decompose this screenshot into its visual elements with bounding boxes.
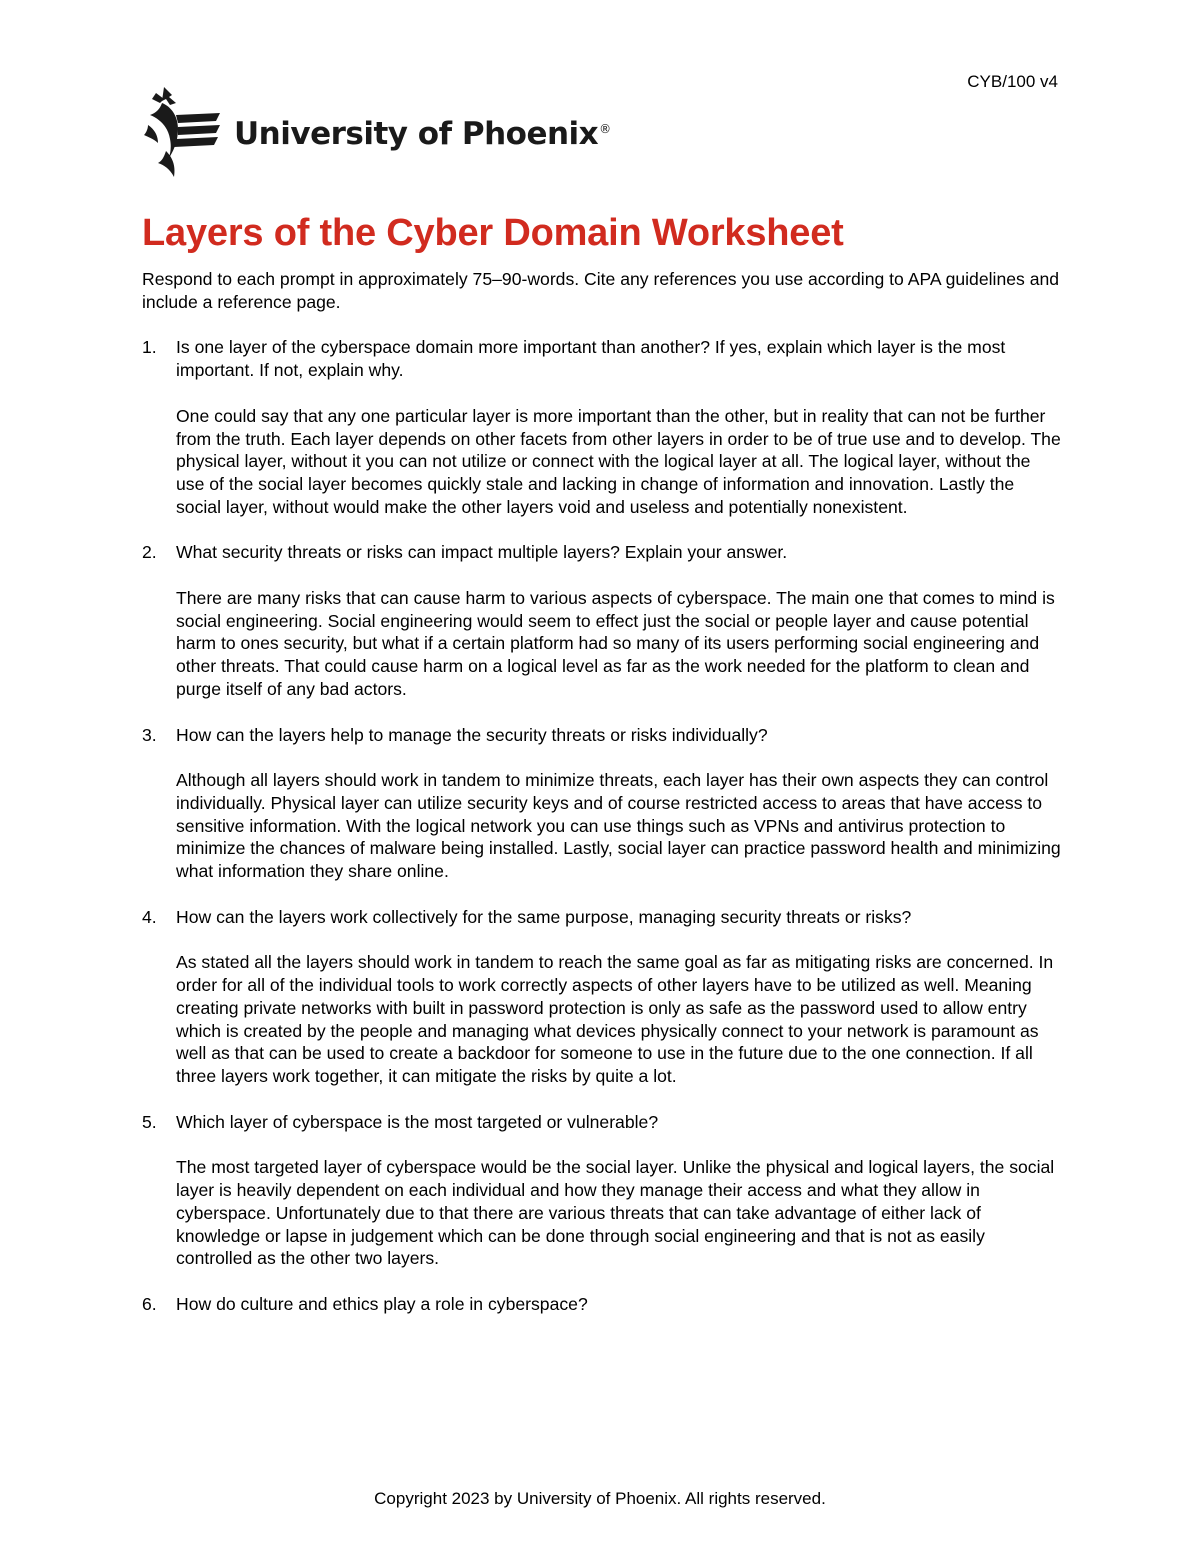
phoenix-bird-icon bbox=[142, 85, 222, 179]
worksheet-title: Layers of the Cyber Domain Worksheet bbox=[142, 212, 844, 254]
course-code: CYB/100 v4 bbox=[967, 72, 1058, 91]
question-answer: One could say that any one particular layer is more important than the other, but in reality that can not be further from the truth. Each layer depends on other facets from other layers in order to be of true use and to develop. The physical layer, without it you can not utilize or connect with the logical layer at all. The logical layer, without the use of the social layer becomes quickly stale and lacking in change of information and innovation. Lastly the social layer, without would make the other layers void and useless and potentially nonexistent. bbox=[176, 405, 1061, 517]
question-item bbox=[142, 1293, 1062, 1316]
worksheet-body bbox=[142, 268, 1062, 1339]
university-logo bbox=[142, 84, 611, 180]
question-answer: As stated all the layers should work in tandem to reach the same goal as far as mitigating risks are concerned. In order for all of the individual tools to work correctly aspects of other layers have to be utilized as well. Meaning creating private networks with built in password protection is only as safe as the password used to allow entry which is created by the people and managing what devices physically connect to your network is paramount as well as that can be used to create a backdoor for someone to use in the future due to the one connection. If all three layers work together, it can mitigate the risks by quite a lot. bbox=[176, 952, 1054, 1086]
question-number: 6. bbox=[142, 1293, 157, 1314]
question-number: 1. bbox=[142, 337, 157, 358]
registered-mark: ® bbox=[599, 121, 611, 136]
question-number: 4. bbox=[142, 906, 157, 927]
question-item bbox=[142, 336, 1062, 518]
question-item bbox=[142, 724, 1062, 883]
question-number: 5. bbox=[142, 1111, 157, 1132]
question-answer: Although all layers should work in tandem to minimize threats, each layer has their own aspects they can control individually. Physical layer can utilize security keys and of course restricted access to areas that have access to sensitive information. With the logical network you can use things such as VPNs and antivirus protection to minimize the chances of malware being installed. Lastly, social layer can practice password health and minimizing what information they share online. bbox=[176, 770, 1061, 882]
question-answer: There are many risks that can cause harm to various aspects of cyberspace. The main one that comes to mind is social engineering. Social engineering would seem to effect just the social or people layer and cause potential harm to ones security, but what if a certain platform had so many of its users performing social engineering and other threats. That could cause harm on a logical level as far as the work needed for the platform to clean and purge itself of any bad actors. bbox=[176, 588, 1055, 699]
instructions: Respond to each prompt in approximately 75–90-words. Cite any references you use according to APA guidelines and include a reference page. bbox=[142, 269, 1060, 312]
question-prompt: How can the layers help to manage the security threats or risks individually? bbox=[176, 724, 768, 745]
question-answer: The most targeted layer of cyberspace would be the social layer. Unlike the physical and logical layers, the social layer is heavily dependent on each individual and how they manage their access and what they allow in cyberspace. Unfortunately due to that there are various threats that can take advantage of either lack of knowledge or lapse in judgement which can be done through social engineering and that is not as easily controlled as the other two layers. bbox=[176, 1157, 1055, 1269]
question-prompt: How do culture and ethics play a role in cyberspace? bbox=[176, 1293, 588, 1314]
question-prompt: Which layer of cyberspace is the most targeted or vulnerable? bbox=[176, 1111, 659, 1132]
question-prompt: Is one layer of the cyberspace domain more important than another? If yes, explain which layer is the most important. If not, explain why. bbox=[176, 337, 1006, 381]
question-prompt: What security threats or risks can impact multiple layers? Explain your answer. bbox=[176, 542, 788, 563]
question-item bbox=[142, 1111, 1062, 1270]
question-list bbox=[142, 336, 1062, 1315]
question-number: 3. bbox=[142, 724, 157, 745]
question-prompt: How can the layers work collectively for the same purpose, managing security threats or risks? bbox=[176, 906, 912, 927]
question-number: 2. bbox=[142, 542, 157, 563]
question-item bbox=[142, 906, 1062, 1088]
question-item bbox=[142, 541, 1062, 700]
university-name: University of Phoenix® bbox=[234, 116, 611, 152]
copyright-footer: Copyright 2023 by University of Phoenix. All rights reserved. bbox=[374, 1489, 826, 1508]
